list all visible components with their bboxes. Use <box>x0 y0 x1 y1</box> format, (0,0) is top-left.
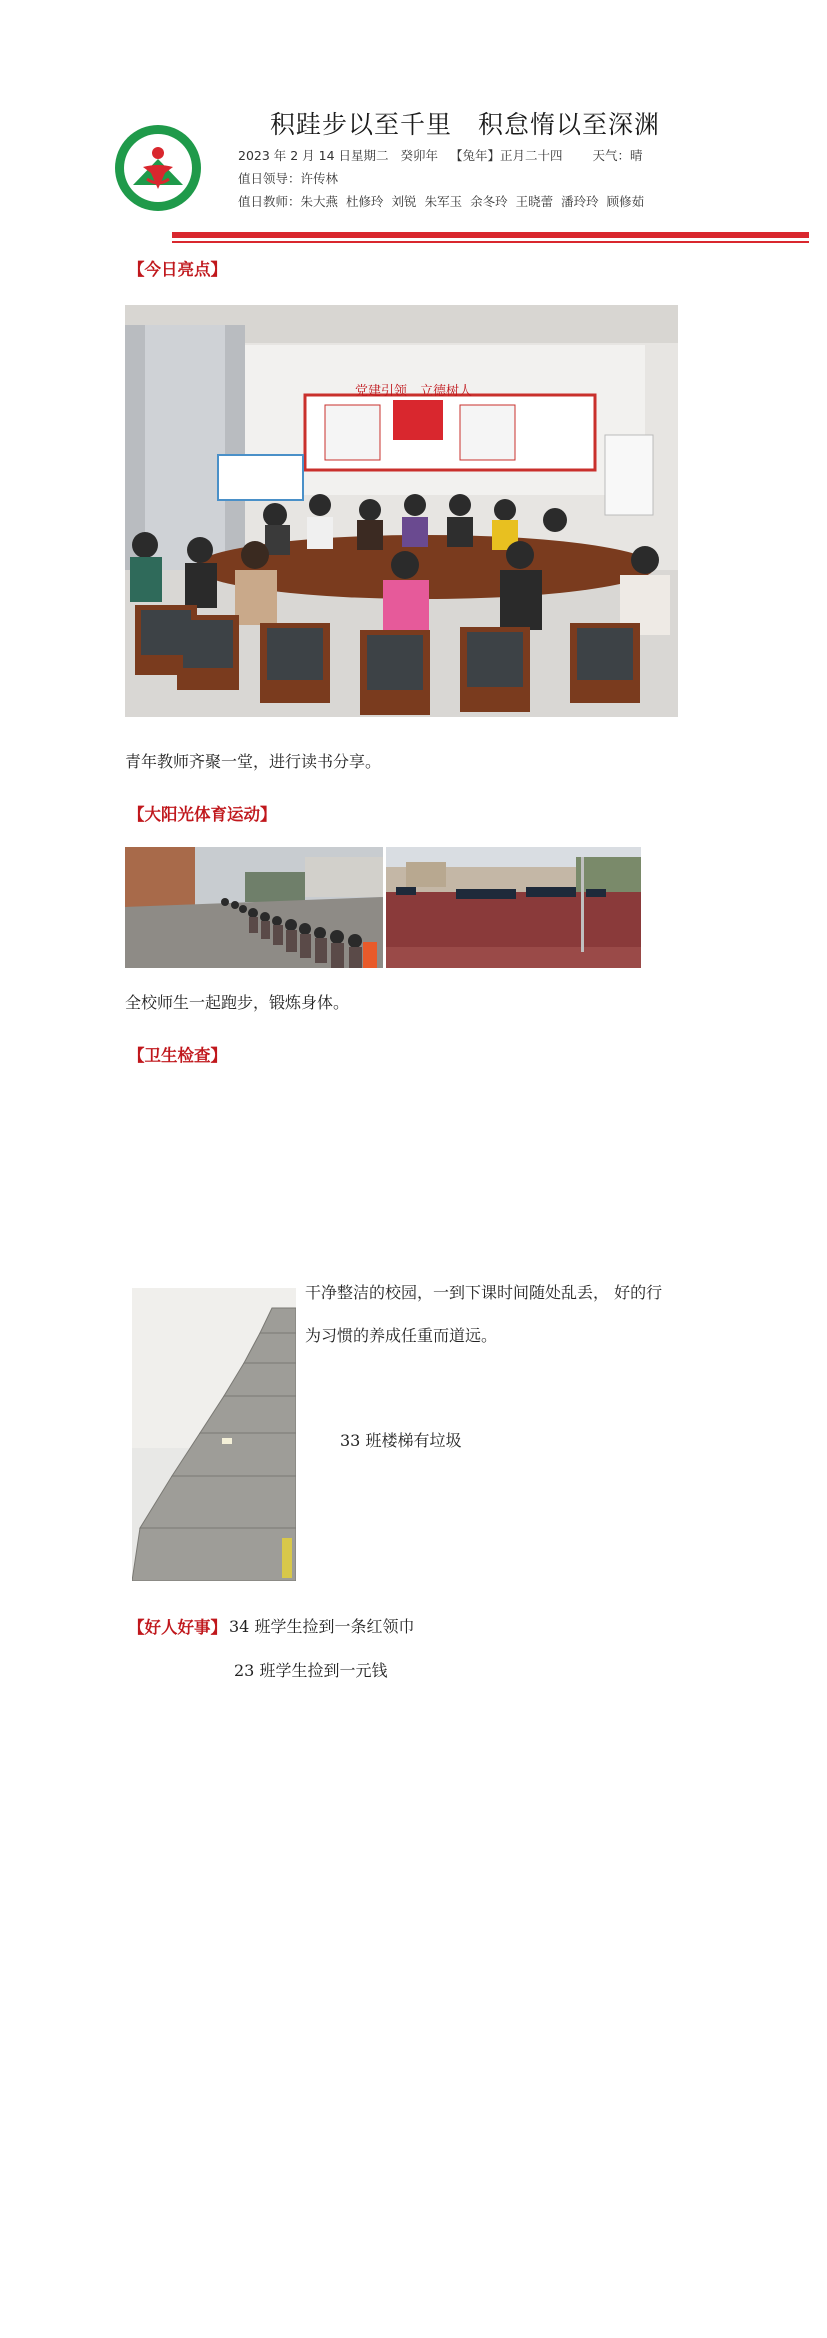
date: 2023 年 2 月 14 日星期二 <box>238 148 389 163</box>
duty-teachers-label: 值日教师： <box>238 194 301 209</box>
highlight-caption: 青年教师齐聚一堂，进行读书分享。 <box>125 752 382 771</box>
section-title-highlight: 【今日亮点】 <box>128 260 227 279</box>
school-logo <box>113 123 203 213</box>
header-divider <box>172 232 809 238</box>
teacher-name: 余冬玲 <box>470 194 508 209</box>
date-line <box>238 146 651 164</box>
section-title-good-deeds: 【好人好事】 <box>128 1618 227 1637</box>
hygiene-text-line1: 干净整洁的校园，一到下课时间随处乱丢， 好的行 <box>305 1283 663 1302</box>
running-photo-2 <box>386 847 641 968</box>
teacher-name: 刘锐 <box>391 194 417 209</box>
stairs-photo <box>132 1288 296 1581</box>
teacher-name: 王晓蕾 <box>515 194 554 209</box>
hygiene-photo-note: 33 班楼梯有垃圾 <box>340 1431 462 1450</box>
teacher-name: 朱大燕 <box>300 194 339 209</box>
teacher-name: 顾修茹 <box>606 194 645 209</box>
photo-banner-text: 党建引领 立德树人 <box>355 384 473 399</box>
teacher-name: 潘玲玲 <box>561 194 599 209</box>
good-deed-item: 23 班学生捡到一元钱 <box>234 1661 388 1680</box>
running-photo-1 <box>125 847 383 968</box>
good-deed-item: 34 班学生捡到一条红领巾 <box>229 1617 415 1636</box>
section-title-hygiene: 【卫生检查】 <box>128 1046 227 1065</box>
ganzhi-year: 癸卯年 <box>400 148 439 163</box>
duty-leader: 值日领导：许传林 <box>238 171 339 186</box>
lunar-date: 【兔年】正月二十四 <box>450 148 563 163</box>
header-divider-thin <box>172 241 809 243</box>
meeting-photo <box>125 305 678 717</box>
section-title-sports: 【大阳光体育运动】 <box>128 805 277 824</box>
duty-teachers <box>238 192 652 210</box>
hygiene-text-line2: 为习惯的养成任重而道远。 <box>305 1326 498 1345</box>
sports-caption: 全校师生一起跑步，锻炼身体。 <box>125 993 350 1012</box>
weather: 天气：晴 <box>592 148 643 163</box>
page-title: 积跬步以至千里 积怠惰以至深渊 <box>270 110 661 139</box>
teacher-name: 朱军玉 <box>424 194 463 209</box>
teacher-name: 杜修玲 <box>346 194 384 209</box>
